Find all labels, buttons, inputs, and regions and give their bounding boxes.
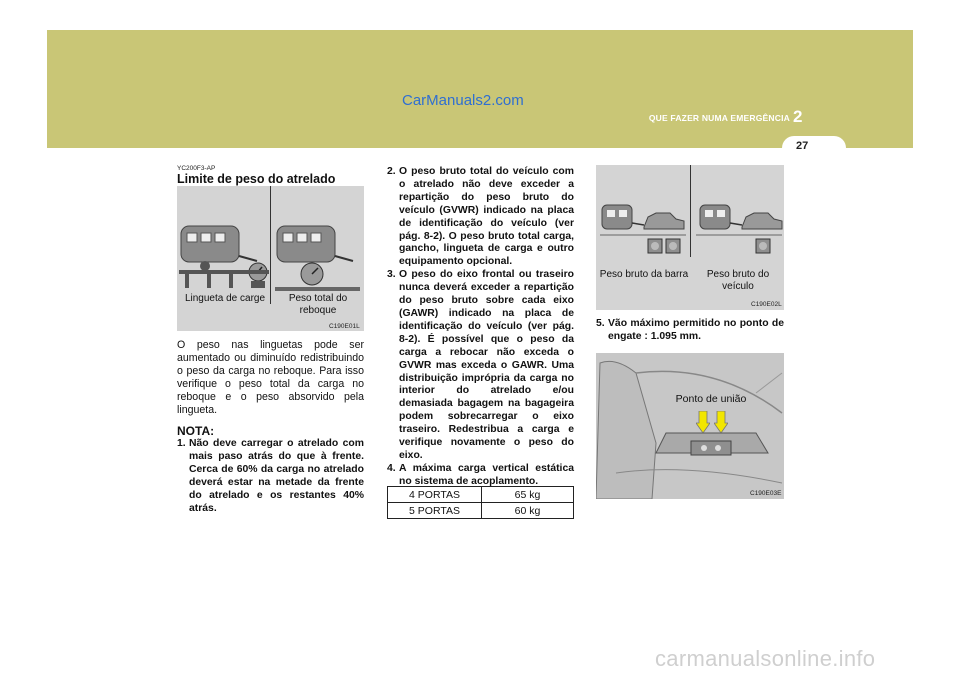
nota-item <box>387 463 574 489</box>
nota-title: NOTA: <box>177 424 215 438</box>
figure-gross-weight <box>596 165 784 310</box>
figure-divider <box>690 165 691 257</box>
nota-list-left <box>177 438 364 515</box>
figure2-label-left: Peso bruto da barra <box>599 269 689 280</box>
nota-item-text: O peso do eixo frontal ou traseiro nunca deverá exceder a repartição do peso bruto sobre cada eixo (GAWR) indicado na placa de identificação do veículo (ver pág. 8-2). É possível que o peso da carga a rebocar não exceda o GVWR mas exceda o GAWR. Uma distribuição imprópria da carga no interior do atrelado e/ou demasiada bagagem na bagageira podem sobrecarregar o eixo traseiro. Redestribua a carga e verifique novamente o peso do eixo. <box>399 269 574 461</box>
figure2-label-right: Peso bruto do veículo <box>706 269 770 292</box>
load-table <box>387 486 574 519</box>
figure3-label: Ponto de união <box>675 393 747 405</box>
chapter-number: 2 <box>793 107 803 126</box>
page-number: 27 <box>796 140 809 152</box>
table-row <box>388 503 574 519</box>
chapter-label: QUE FAZER NUMA EMERGÊNCIA <box>648 113 790 123</box>
table-cell-label: 4 PORTAS <box>388 487 482 503</box>
nota-item <box>177 438 364 515</box>
nota-item-number: 4. <box>387 462 396 474</box>
nota-item <box>387 269 574 463</box>
figure1-label-right: Peso total do reboque <box>288 293 348 316</box>
nota-item-number: 1. <box>177 438 186 449</box>
table-cell-value: 60 kg <box>482 503 574 519</box>
nota-item-text: Vão máximo permitido no ponto de engate : 1.095 mm. <box>608 318 784 342</box>
nota-item <box>387 166 574 269</box>
page-number-tab <box>782 136 846 160</box>
section-title: Limite de peso do atrelado <box>177 172 336 186</box>
figure3-code: C190E03E <box>750 490 782 497</box>
nota-item-number: 5. <box>596 318 605 329</box>
figure-hitch-point <box>596 353 784 499</box>
figure-tongue-load <box>177 186 364 331</box>
arrow-icon <box>696 411 710 433</box>
hitch-illustration <box>596 353 784 499</box>
nota-list-right <box>596 318 784 344</box>
arrow-icon <box>714 411 728 433</box>
table-cell-label: 5 PORTAS <box>388 503 482 519</box>
figure1-label-left: Lingueta de carge <box>184 293 266 304</box>
intro-paragraph: O peso nas linguetas pode ser aumentado ou diminuído redistribuindo o peso da carga no reboque. Para isso verifique o peso total da carga no reboque e o peso absorvido pela lingueta. <box>177 339 364 417</box>
nota-list-middle <box>387 166 574 489</box>
table-row <box>388 487 574 503</box>
header-band <box>47 30 913 148</box>
nota-item-text: A máxima carga vertical estática no sistema de acoplamento. <box>399 462 574 487</box>
figure2-code: C190E02L <box>751 301 782 308</box>
figure-divider <box>270 186 271 304</box>
nota-item-number: 2. <box>387 166 396 177</box>
figure1-code: C190E01L <box>329 323 360 330</box>
nota-item-text: Não deve carregar o atrelado com mais paso atrás do que à frente. Cerca de 60% da carga no atrelado deverá estar na metade da frente do atrelado e os restantes 40% atrás. <box>189 438 364 514</box>
nota-item-number: 3. <box>387 269 396 281</box>
footer-watermark[interactable]: carmanualsonline.info <box>655 646 876 671</box>
section-code: YC200F3-AP <box>177 165 216 172</box>
table-cell-value: 65 kg <box>482 487 574 503</box>
nota-item-text: O peso bruto total do veículo com o atrelado não deve exceder a repartição do peso bruto do veículo (GVWR) indicado na placa de identificação do veículo (ver pág. 8-2). O peso bruto total carga, gancho, lingueta de carga e outro equipamento opcional. <box>399 166 574 268</box>
top-watermark[interactable]: CarManuals2.com <box>402 92 524 109</box>
nota-item <box>596 318 784 344</box>
